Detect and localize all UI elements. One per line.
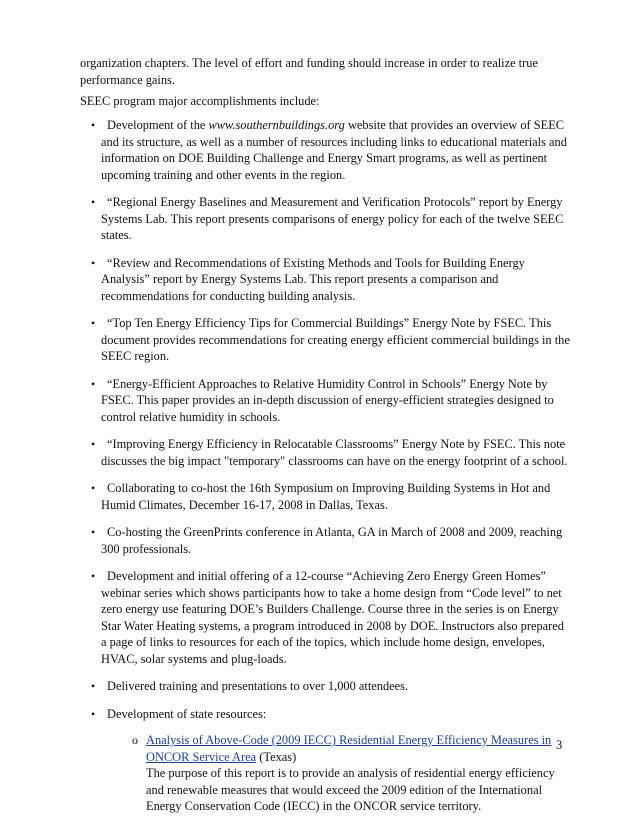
list-item: • “Review and Recommendations of Existing Methods and Tools for Building Energy Analysis” report by Energy Systems Lab. This report presents a comparison and recommendations for conducting building analysis. [91,255,525,303]
accomplishments-list [80,117,570,826]
bullet-icon: • [91,706,96,721]
accomplishments-heading: SEEC program major accomplishments include: [80,94,320,108]
list-item: • “Regional Energy Baselines and Measurement and Verification Protocols” report by Energy Systems Lab. This report presents comparisons of energy policy for each of the twelve SEEC states. [91,195,564,242]
bullet-icon: • [91,569,96,583]
sub-list-item: o Analysis of Above-Code (2009 IECC) Residential Energy Efficiency Measures in ONCOR Service Area (Texas) The purpose of this report is to provide an analysis of residential energy efficiency and renewable measures that would exceed the 2009 edition of the International Energy Conservation Code (IECC) in the ONCOR service territory. [132,733,555,813]
list-item: • “Improving Energy Efficiency in Relocatable Classrooms” Energy Note by FSEC. This note discusses the big impact "temporary" classrooms can have on the energy footprint of a school. [91,437,568,468]
bullet-icon: • [91,525,96,539]
bullet-icon: • [91,481,96,495]
bullet-icon: • [91,376,96,391]
list-item: • Development and initial offering of a 12-course “Achieving Zero Energy Green Homes” webinar series which shows participants how to take a home design from “Code level” to net zero energy use featuring DOE’s Builders Challenge. Course three in the series is on Energy Star Water Heating systems, a program introduced in 2008 by DOE. Instructors also prepared a page of links to resources for each of the topics, which include home design, envelopes, HVAC, solar systems and plug-loads. [91,569,564,666]
list-item: • Delivered training and presentations to over 1,000 attendees. [91,679,409,693]
oncor-report-link[interactable]: Analysis of Above-Code (2009 IECC) Residential Energy Efficiency Measures in ONCOR Service Area [146,733,552,764]
list-item: • “Top Ten Energy Efficiency Tips for Commercial Buildings” Energy Note by FSEC. This document provides recommendations for creating energy efficient commercial buildings in the SEEC region. [91,316,570,363]
bullet-icon: • [91,437,96,451]
page-number: 3 [556,738,563,752]
bullet-icon: • [91,118,96,132]
bullet-icon: • [91,316,96,330]
bullet-icon: • [91,195,96,209]
circle-bullet-icon: o [132,733,138,747]
bullet-icon: • [91,255,96,270]
website-url: www.southernbuildings.org [208,118,345,132]
bullet-icon: • [91,679,96,693]
list-item: • Development of state resources: o Analysis of Above-Code (2009 IECC) Residential Energy Efficiency Measures in ONCOR Service Area (Texas) The purpose of this report is to provide an analysis of residential energy efficiency and renewable measures that would exceed the 2009 edition of the International Energy Conservation Code (IECC) in the ONCOR service territory. [80,706,570,815]
list-item: • Collaborating to co-host the 16th Symposium on Improving Building Systems in Hot and Humid Climates, December 16-17, 2008 in Dallas, Texas. [91,481,551,512]
list-item: • “Energy-Efficient Approaches to Relative Humidity Control in Schools” Energy Note by FSEC. This paper provides an in-depth discussion of energy-efficient strategies designed to control relative humidity in schools. [91,376,554,424]
continuation-paragraph: organization chapters. The level of effort and funding should increase in order to realize true performance gains. [80,56,538,87]
list-item: • Development of the www.southernbuildings.org website that provides an overview of SEEC and its structure, as well as a number of resources including links to educational materials and information on DOE Building Challenge and Energy Smart programs, as well as pertinent upcoming training and other events in the region. [91,118,567,182]
list-item: • Co-hosting the GreenPrints conference in Atlanta, GA in March of 2008 and 2009, reaching 300 professionals. [91,525,563,556]
state-resources-list [101,732,570,815]
